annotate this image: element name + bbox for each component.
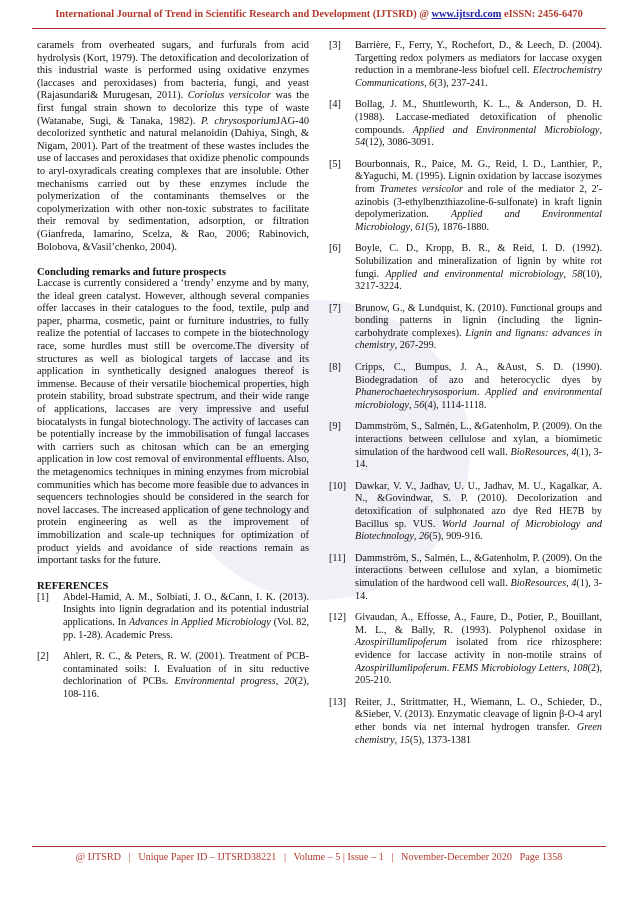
reference-number: [3] bbox=[329, 40, 341, 51]
conclusion-heading: Concluding remarks and future prospects bbox=[37, 267, 226, 279]
reference-segment: , bbox=[408, 399, 415, 411]
reference-number: [10] bbox=[329, 480, 346, 492]
reference-segment: (1), 3-14. bbox=[355, 446, 602, 471]
reference-text bbox=[355, 697, 602, 747]
reference-text bbox=[355, 612, 602, 688]
reference-italic-segment: 61 bbox=[415, 221, 426, 233]
reference-segment: , bbox=[566, 662, 573, 674]
reference-italic-segment: World Journal of Microbiology and Biotechnology bbox=[355, 518, 602, 543]
reference-segment: , bbox=[413, 531, 419, 543]
references-list-left bbox=[37, 592, 309, 702]
intro-species-1: Coriolus versicolor bbox=[187, 90, 271, 102]
reference-segment: (1), 3-14. bbox=[355, 577, 602, 602]
reference-italic-segment: 54 bbox=[355, 137, 366, 149]
header-rule bbox=[32, 28, 606, 29]
reference-text bbox=[63, 592, 309, 642]
reference-segment: Boyle, C. D., Kropp, B. R., & Reid, I. D. (1992). Solubilization and mineralization of lignin by white rot fungi. bbox=[355, 243, 602, 280]
reference-segment: (2), 108-116. bbox=[63, 676, 309, 700]
reference-segment: , bbox=[566, 446, 572, 458]
reference-segment: . bbox=[476, 387, 486, 399]
reference-item bbox=[329, 553, 602, 603]
reference-number: [5] bbox=[329, 158, 341, 170]
reference-segment: (12), 3086-3091. bbox=[365, 137, 434, 149]
header-eissn: eISSN: 2456-6470 bbox=[501, 9, 583, 20]
journal-url-link[interactable]: www.ijtsrd.com bbox=[431, 9, 502, 20]
reference-italic-segment: Applied and Environmental Microbiology bbox=[355, 209, 602, 233]
reference-segment: , bbox=[424, 77, 430, 89]
reference-segment: (10), 3217-3224. bbox=[355, 268, 602, 293]
left-column bbox=[37, 40, 309, 702]
right-column bbox=[329, 40, 602, 747]
reference-segment: Bourbonnais, R., Paice, M. G., Reid, I. D., Lanthier, P., &Yaguchi, M. (1995). Lignin oxidation by laccase isozymes from bbox=[355, 158, 602, 195]
references-heading: REFERENCES bbox=[37, 580, 109, 592]
reference-segment: Brunow, G., & Lundquist, K. (2010). Functional groups and bonding patterns in lignin (including the lignin-carbohydrate complexes). bbox=[355, 302, 602, 339]
reference-italic-segment: Azospirillumlipoferum bbox=[355, 637, 447, 649]
reference-segment: Cripps, C., Bumpus, J. A., &Aust, S. D. (1990). Biodegradation of azo and heterocyclic dyes by bbox=[355, 362, 602, 386]
reference-italic-segment: 4 bbox=[571, 446, 577, 458]
reference-segment: , 267-299. bbox=[394, 340, 437, 352]
reference-number: [11] bbox=[329, 552, 346, 564]
reference-segment: (3), 237-241. bbox=[434, 77, 488, 89]
reference-number: [12] bbox=[329, 612, 346, 624]
reference-italic-segment: 58 bbox=[572, 268, 583, 280]
reference-italic-segment: 15 bbox=[399, 734, 410, 746]
reference-segment: . bbox=[446, 662, 453, 674]
reference-segment: Reiter, J., Strittmatter, H., Wiemann, L. O., Schieder, D., &Sieber, V. (2013). Enzymatic cleavage of lignin β-O-4 aryl ether bonds via net internal hydrogen transfer. bbox=[355, 696, 602, 733]
reference-number: [8] bbox=[329, 362, 341, 374]
reference-italic-segment: 6 bbox=[429, 77, 435, 89]
reference-item bbox=[329, 362, 602, 412]
reference-italic-segment: 26 bbox=[418, 531, 430, 543]
reference-segment: , bbox=[599, 124, 602, 136]
journal-header bbox=[0, 9, 638, 20]
reference-number: [13] bbox=[329, 696, 346, 708]
reference-text bbox=[355, 99, 602, 149]
reference-segment: isolated from rice rhizosphere: evidence for laccase activity in non-motile strains of bbox=[355, 637, 602, 661]
reference-segment: Givaudan, A., Effosse, A., Faure, D., Potier, P., Bouillant, M. L., & Bally, R. (1993). Polyphenol oxidase in bbox=[355, 612, 602, 636]
reference-segment: (5), 909-916. bbox=[429, 531, 483, 543]
header-prefix: International Journal of Trend in Scientific Research and Development (IJTSRD) @ bbox=[55, 9, 432, 20]
reference-item bbox=[329, 159, 602, 235]
reference-item bbox=[329, 99, 602, 149]
intro-text-3: JAG-40 decolorized synthetic and natural melanoidin (Dahiya, Singh, & Nigam, 2001). Part of the treatment of these wastes includes the use of laccases and peroxidases that oxidize phenolic compounds to aryl-oxyradicals creating complexes that are insoluble. Other mechanisms carried out by these enzymes include the polymerization of the contaminants themselves or the copolymerization with other non-toxic substrates to facilitate their removal by sedimentation, adsorption, or filtration (Gianfreda, Iamarino, Scelza, & Rao, 2006; Rabinovich, Bolobova, &Vasil’chenko, 2004). bbox=[37, 115, 310, 253]
reference-italic-segment: Azospirillumlipoferum bbox=[355, 662, 447, 674]
reference-italic-segment: 56 bbox=[414, 399, 425, 411]
reference-segment: Barrière, F., Ferry, Y., Rochefort, D., & Leech, D. (2004). Targetting redox polymers as mediators for laccase oxygen reduction in a membrane-less biofuel cell. bbox=[355, 40, 602, 77]
reference-text bbox=[63, 651, 309, 701]
reference-number: [4] bbox=[329, 99, 341, 111]
reference-segment: (2), 205-210. bbox=[355, 662, 603, 687]
conclusion-paragraph: Laccase is currently considered a ‘trendy’ enzyme and by many, the ideal green catalyst. However, although several companies offer laccases in their catalogues to the food, textile, pulp and paper, pharma, cosmetic, paint or furniture industries, to fully realize the potential of laccases to compete in the biotechnology race, some hurdles must still be overcome.The diversity of structures as well as biological targets of laccase and its application in synthetically designed analogues thereof is immense. Because of their versatile biochemical properties, high protein stability, broad substrate spectrum, and their wide range of applications, laccases are very impressive and useful biocatalysts in fungal biotechnology. The activity of laccases can be potentially increase by the immobilisation of fungal laccases with carriers such as chitosan which can be an emerging application in low cost removal of environmental effluents. Also, the metagenomics techniques in mining enzymes from microbial communities which has become more feasible due to advances in sequencers technologies should be considered in the search for novel laccases. The increased application of gene technology and protein engineering as well as the improvement of immobilization and scale-up techniques for optimization of product yields and avoidance of side reactions remain as important tasks for the future. bbox=[37, 278, 309, 567]
reference-segment: (Vol. 82, pp. 1-28). Academic Press. bbox=[63, 616, 310, 641]
intro-paragraph bbox=[37, 40, 309, 254]
page-footer: @ IJTSRD | Unique Paper ID – IJTSRD38221 | Volume – 5 | Issue – 1 | November-December 2020 Page 1358 bbox=[75, 852, 563, 863]
reference-item bbox=[329, 481, 602, 544]
reference-item bbox=[329, 421, 602, 471]
reference-segment: Dammström, S., Salmén, L., &Gatenholm, P. (2009). On the interactions between cellulose and xylan, a biomimetic simulation of the hardwood cell wall. bbox=[355, 552, 602, 589]
reference-italic-segment: Environmental progress bbox=[174, 676, 276, 688]
reference-number: [9] bbox=[329, 421, 341, 433]
reference-italic-segment: Applied and Environmental Microbiology bbox=[412, 124, 600, 136]
reference-number: [7] bbox=[329, 302, 341, 314]
footer-rule bbox=[32, 846, 606, 847]
reference-italic-segment: BioResources bbox=[510, 577, 567, 589]
reference-segment: (4), 1114-1118. bbox=[424, 399, 487, 411]
reference-italic-segment: FEMS Microbiology Letters bbox=[452, 662, 567, 674]
reference-italic-segment: Lignin and lignans: advances in chemistry bbox=[355, 327, 602, 352]
reference-italic-segment: 108 bbox=[572, 662, 588, 674]
reference-segment: , bbox=[566, 577, 572, 589]
reference-segment: Dammström, S., Salmén, L., &Gatenholm, P. (2009). On the interactions between cellulose and xylan, a biomimetic simulation of the hardwood cell wall. bbox=[355, 421, 602, 458]
reference-text bbox=[355, 243, 602, 293]
reference-number: [6] bbox=[329, 243, 341, 255]
reference-number: [1] bbox=[37, 591, 49, 603]
reference-segment: , bbox=[394, 734, 400, 746]
reference-italic-segment: 4 bbox=[571, 577, 577, 589]
reference-segment: , bbox=[563, 268, 573, 280]
reference-text bbox=[355, 303, 602, 353]
reference-item bbox=[329, 40, 602, 90]
intro-text-2: was the first fungal strain shown to decolorize this type of waste (Watanabe, Sugi, & Tanaka, 1982). bbox=[37, 90, 309, 127]
reference-italic-segment: Electrochemistry Communications bbox=[355, 65, 602, 89]
reference-text bbox=[355, 159, 602, 235]
reference-italic-segment: Applied and environmental microbiology bbox=[355, 387, 602, 411]
reference-segment: Bollag, J. M., Shuttleworth, K. L., & Anderson, D. H. (1988). Laccase-mediated detoxification of phenolic compounds. bbox=[355, 99, 602, 136]
reference-number: [2] bbox=[37, 651, 49, 663]
reference-item bbox=[329, 697, 602, 747]
reference-italic-segment: Advances in Applied Microbiology bbox=[128, 616, 271, 628]
reference-segment: and role of the mediator 2, 2'-azinobis (3-ethylbenzthiazoline-6-sulfonate) in kraft lignin depolymerization. bbox=[355, 183, 603, 221]
reference-segment: Abdel-Hamid, A. M., Solbiati, J. O., &Cann, I. K. (2013). Insights into lignin degradation and its potential industrial applications. In bbox=[63, 591, 309, 628]
reference-item bbox=[37, 651, 309, 701]
references-list-right bbox=[329, 40, 602, 747]
reference-italic-segment: 20 bbox=[284, 676, 295, 688]
intro-species-2: P. chrysosporium bbox=[201, 115, 277, 127]
reference-segment: (5), 1876-1880. bbox=[425, 221, 490, 233]
reference-italic-segment: Phanerochaetechrysosporium bbox=[355, 387, 477, 399]
reference-text bbox=[355, 40, 602, 90]
reference-italic-segment: Green chemistry bbox=[355, 721, 602, 746]
reference-italic-segment: Trametes versicolor bbox=[379, 183, 464, 195]
reference-segment: (5), 1373-1381 bbox=[409, 734, 472, 746]
intro-text-1: caramels from overheated sugars, and furfurals from acid hydrolysis (Kort, 1979). The detoxification and decolorization of this industrial waste is performed using oxidative enzymes (laccases and peroxidases) from bacteria, fungi, and yeast (Rajasundari& Murugesan, 2011). bbox=[37, 40, 309, 102]
reference-text bbox=[355, 362, 602, 412]
reference-text bbox=[355, 421, 602, 471]
reference-italic-segment: Applied and environmental microbiology bbox=[385, 268, 564, 280]
reference-item bbox=[329, 303, 602, 353]
reference-item bbox=[329, 243, 602, 293]
reference-item bbox=[37, 592, 309, 642]
reference-segment: , bbox=[275, 676, 285, 688]
reference-text bbox=[355, 553, 602, 603]
reference-italic-segment: BioResources bbox=[510, 446, 567, 458]
reference-text bbox=[355, 481, 602, 544]
reference-item bbox=[329, 612, 602, 688]
reference-segment: Ahlert, R. C., & Peters, R. W. (2001). Treatment of PCB-contaminated soils: I. Evaluation of in situ reductive dechlorination of PCBs. bbox=[63, 651, 309, 688]
reference-segment: Dawkar, V. V., Jadhav, U. U., Jadhav, M. U., Kagalkar, A. N., &Govindwar, S. P. (2010). Decolorization and detoxification of sulphonated azo dye Red HE7B by Bacillus sp. VUS. bbox=[355, 480, 602, 530]
reference-segment: , bbox=[410, 221, 416, 233]
